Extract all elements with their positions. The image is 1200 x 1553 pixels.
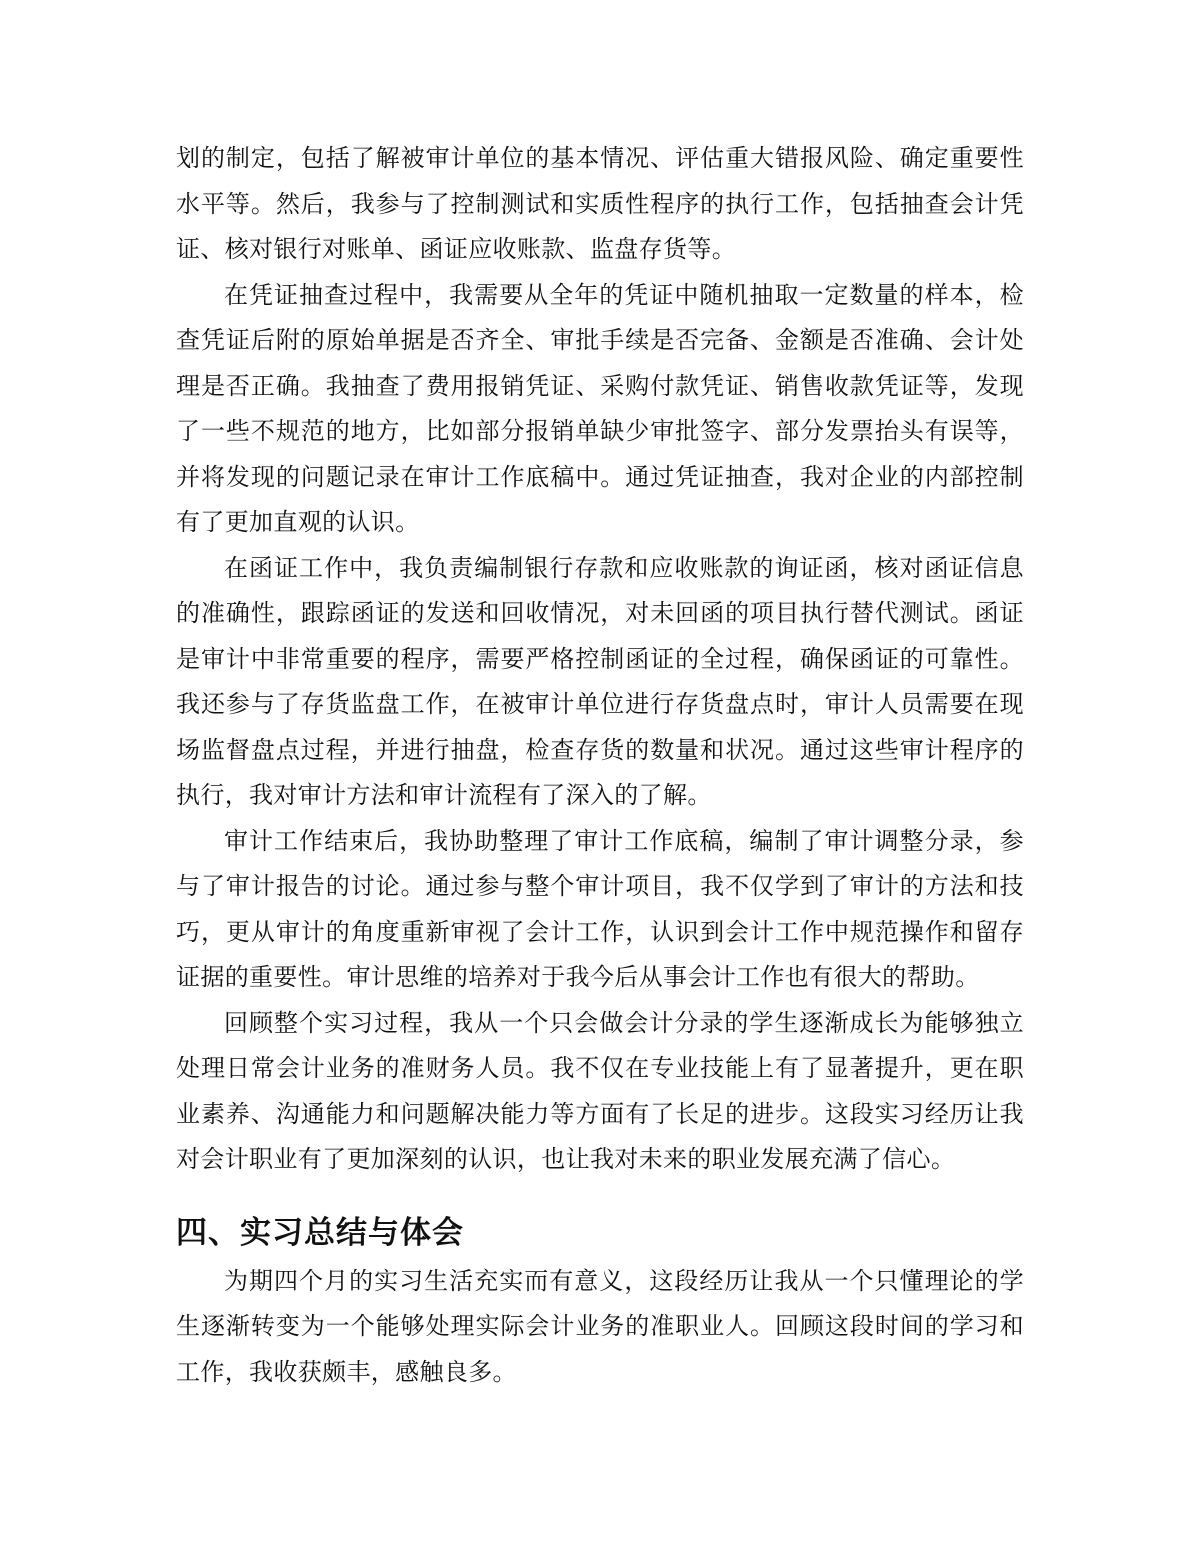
paragraph-audit-wrapup: 审计工作结束后，我协助整理了审计工作底稿，编制了审计调整分录，参与了审计报告的讨论。通过参与整个审计项目，我不仅学到了审计的方法和技巧，更从审计的角度重新审视了会计工作，认识到会计工作中规范操作和留存证据的重要性。审计思维的培养对于我今后从事会计工作也有很大的帮助。 [176,826,1024,991]
paragraph-confirmation-work: 在函证工作中，我负责编制银行存款和应收账款的询证函，核对函证信息的准确性，跟踪函证的发送和回收情况，对未回函的项目执行替代测试。函证是审计中非常重要的程序，需要严格控制函证的全过程，确保函证的可靠性。我还参与了存货监盘工作，在被审计单位进行存货盘点时，审计人员需要在现场监督盘点过程，并进行抽盘，检查存货的数量和状况。通过这些审计程序的执行，我对审计方法和审计流程有了深入的了解。 [176,553,1024,809]
paragraph-internship-review: 回顾整个实习过程，我从一个只会做会计分录的学生逐渐成长为能够独立处理日常会计业务的准财务人员。我不仅在专业技能上有了显著提升，更在职业素养、沟通能力和问题解决能力等方面有了长足的进步。这段实习经历让我对会计职业有了更加深刻的认识，也让我对未来的职业发展充满了信心。 [176,1008,1024,1173]
paragraph-summary-intro: 为期四个月的实习生活充实而有意义，这段经历让我从一个只懂理论的学生逐渐转变为一个能够处理实际会计业务的准职业人。回顾这段时间的学习和工作，我收获颇丰，感触良多。 [176,1266,1024,1386]
section-heading: 四、实习总结与体会 [176,1214,464,1251]
paragraph-continuation: 划的制定，包括了解被审计单位的基本情况、评估重大错报风险、确定重要性水平等。然后，我参与了控制测试和实质性程序的执行工作，包括抽查会计凭证、核对银行对账单、函证应收账款、监盘存货等。 [176,144,1024,263]
paragraph-voucher-sampling: 在凭证抽查过程中，我需要从全年的凭证中随机抽取一定数量的样本，检查凭证后附的原始单据是否齐全、审批手续是否完备、金额是否准确、会计处理是否正确。我抽查了费用报销凭证、采购付款凭证、销售收款凭证等，发现了一些不规范的地方，比如部分报销单缺少审批签字、部分发票抬头有误等，并将发现的问题记录在审计工作底稿中。通过凭证抽查，我对企业的内部控制有了更加直观的认识。 [176,280,1024,536]
